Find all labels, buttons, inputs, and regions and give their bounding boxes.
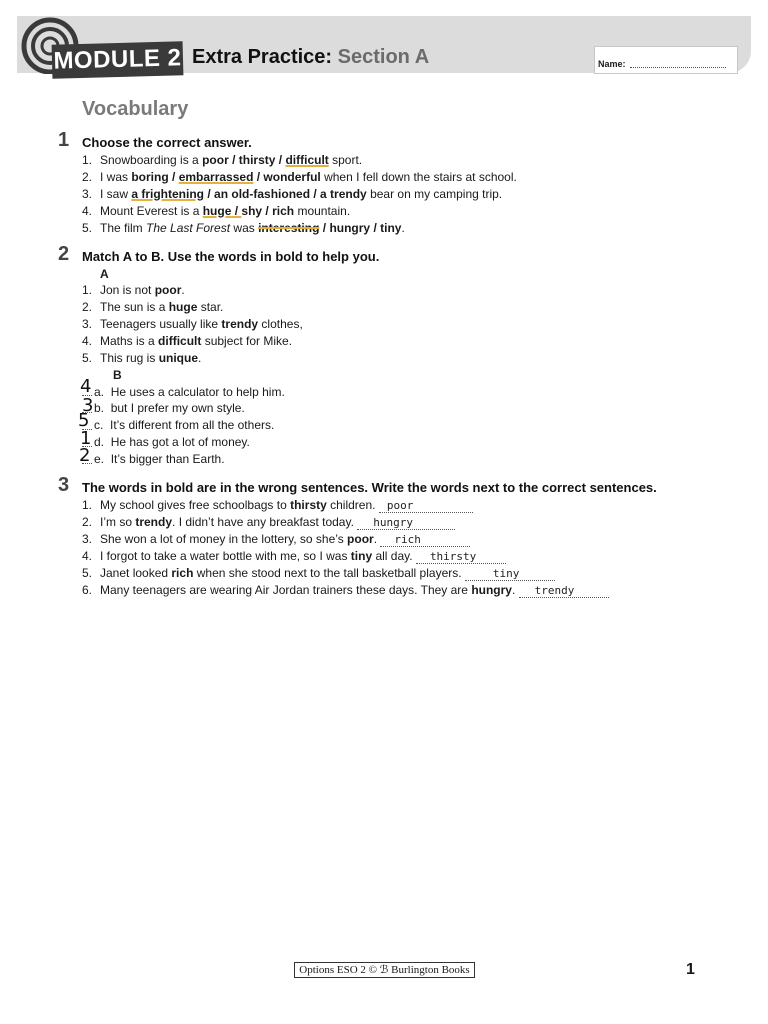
- list-item: 2. The sun is a huge star.: [82, 300, 224, 314]
- handwritten-answer: 3: [82, 395, 94, 416]
- option-word[interactable]: rich: [272, 204, 295, 218]
- item-number: 5.: [82, 351, 93, 365]
- page-title: [192, 46, 429, 69]
- item-number: 6.: [82, 583, 93, 597]
- option-word[interactable]: tiny: [380, 221, 402, 235]
- option-word[interactable]: thirsty: [238, 153, 276, 167]
- option-word-selected[interactable]: difficult: [285, 153, 329, 167]
- list-item: 2. I’m so trendy. I didn’t have any breakfast today. hungry: [82, 515, 682, 530]
- exercise-number: 3: [58, 474, 70, 496]
- item-number: 3.: [82, 317, 93, 331]
- item-number: 4.: [82, 549, 93, 563]
- option-word-selected[interactable]: huge: [202, 204, 232, 218]
- page-title-main: Extra Practice:: [192, 46, 333, 68]
- answer-field[interactable]: hungry: [357, 516, 455, 530]
- exercise-instruction: Match A to B. Use the words in bold to help you.: [82, 249, 380, 264]
- list-item: 3. She won a lot of money in the lottery, so she’s poor. rich: [82, 532, 682, 547]
- film-title: The Last Forest: [146, 221, 231, 235]
- exercise-instruction: Choose the correct answer.: [82, 135, 252, 150]
- answer-field[interactable]: tiny: [465, 567, 555, 581]
- list-item: 2. I was boring / embarrassed / wonderful when I fell down the stairs at school.: [82, 170, 517, 184]
- item-number: 2.: [82, 170, 93, 184]
- option-word-selected[interactable]: embarrassed: [178, 170, 254, 184]
- list-item: 5. This rug is unique.: [82, 351, 202, 365]
- answer-field[interactable]: trendy: [519, 584, 609, 598]
- list-item: 3. Teenagers usually like trendy clothes,: [82, 317, 303, 331]
- list-item: 6. Many teenagers are wearing Air Jordan trainers these days. They are hungry. trendy: [82, 583, 682, 598]
- section-heading: Vocabulary: [82, 98, 189, 120]
- list-item: 4. Maths is a difficult subject for Mike.: [82, 334, 293, 348]
- exercise-number: 1: [58, 129, 70, 151]
- page-number: 1: [686, 961, 695, 978]
- list-item: 1. Snowboarding is a poor / thirsty / difficult sport.: [82, 153, 363, 167]
- option-word[interactable]: poor: [202, 153, 229, 167]
- answer-field[interactable]: thirsty: [416, 550, 506, 564]
- item-number: 3.: [82, 532, 93, 546]
- list-item: d. He has got a lot of money.: [94, 435, 250, 449]
- list-item: e. It’s bigger than Earth.: [94, 452, 225, 466]
- list-item: 4. Mount Everest is a huge / shy / rich mountain.: [82, 204, 351, 218]
- option-word[interactable]: boring: [131, 170, 169, 184]
- answer-field[interactable]: rich: [380, 533, 470, 547]
- item-number: 1.: [82, 283, 93, 297]
- column-b-heading: B: [113, 368, 122, 382]
- item-number: 2.: [82, 300, 93, 314]
- name-field[interactable]: [630, 67, 726, 68]
- option-word[interactable]: an old-fashioned: [214, 187, 311, 201]
- item-number: 1.: [82, 153, 93, 167]
- exercise-instruction: The words in bold are in the wrong sentences. Write the words next to the correct sentences.: [82, 480, 657, 495]
- list-item: b. but I prefer my own style.: [94, 401, 245, 415]
- exercise-number: 2: [58, 243, 70, 265]
- handwritten-answer: 1: [80, 428, 92, 449]
- column-a-heading: A: [100, 267, 109, 281]
- answer-field[interactable]: poor: [379, 499, 473, 513]
- item-number: 5.: [82, 566, 93, 580]
- page-title-section: Section A: [337, 46, 430, 68]
- item-number: 3.: [82, 187, 93, 201]
- option-word[interactable]: a trendy: [320, 187, 367, 201]
- item-number: 1.: [82, 498, 93, 512]
- name-label: Name:: [598, 59, 626, 69]
- list-item: c. It’s different from all the others.: [94, 418, 275, 432]
- list-item: 5. Janet looked rich when she stood next to the tall basketball players. tiny: [82, 566, 682, 581]
- list-item: 3. I saw a frightening / an old-fashioned / a trendy bear on my camping trip.: [82, 187, 503, 201]
- handwritten-answer: 4: [80, 376, 92, 397]
- item-number: 5.: [82, 221, 93, 235]
- option-word-selected[interactable]: a frightening: [131, 187, 205, 201]
- item-number: 2.: [82, 515, 93, 529]
- handwritten-answer: 2: [79, 445, 91, 466]
- list-item: 5. The film The Last Forest was interesting / hungry / tiny.: [82, 221, 405, 235]
- list-item: 4. I forgot to take a water bottle with me, so I was tiny all day. thirsty: [82, 549, 682, 564]
- item-number: 4.: [82, 334, 93, 348]
- list-item: 1. My school gives free schoolbags to thirsty children. poor: [82, 498, 682, 513]
- list-item: 1. Jon is not poor.: [82, 283, 185, 297]
- option-word[interactable]: hungry: [329, 221, 371, 235]
- item-number: 4.: [82, 204, 93, 218]
- list-item: a. He uses a calculator to help him.: [94, 385, 285, 399]
- option-word[interactable]: shy: [241, 204, 263, 218]
- copyright-footer: Options ESO 2 © ℬ Burlington Books: [294, 962, 475, 978]
- module-badge: MODULE 2: [52, 41, 184, 78]
- handwritten-answer: 5: [78, 410, 90, 431]
- option-word-selected[interactable]: interesting: [258, 221, 320, 235]
- option-word[interactable]: wonderful: [263, 170, 321, 184]
